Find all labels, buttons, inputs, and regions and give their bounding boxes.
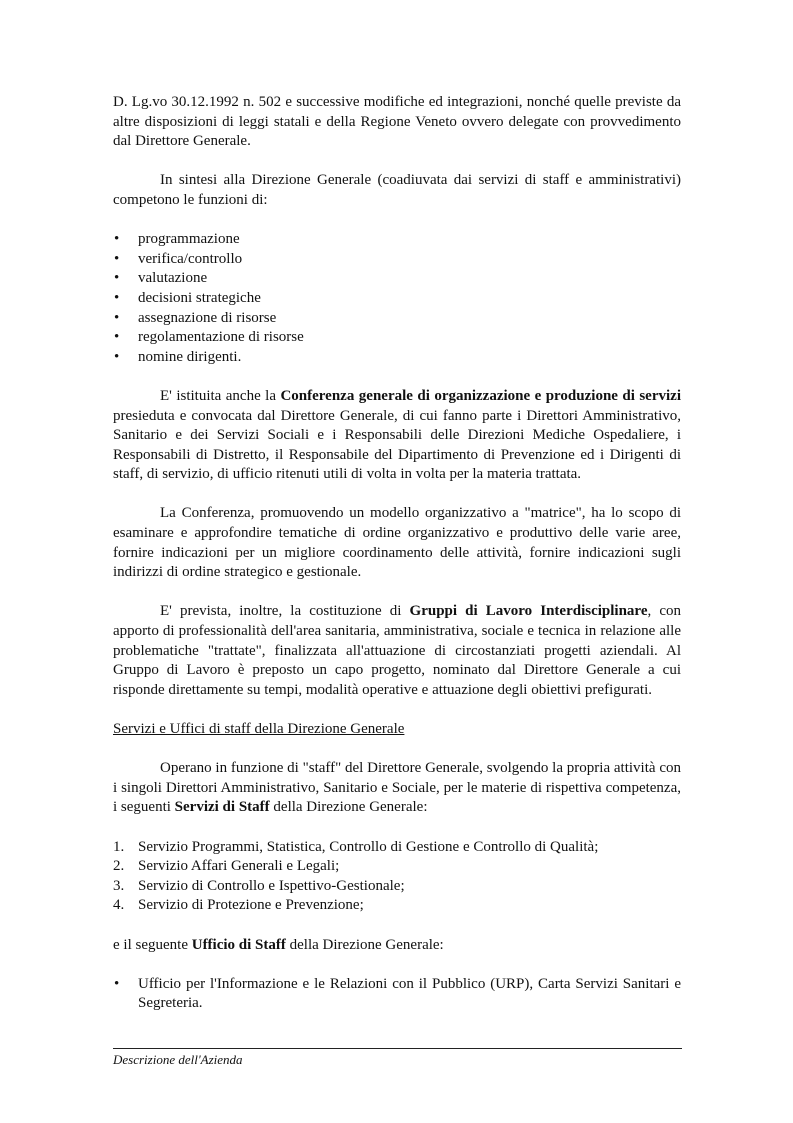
document-body — [113, 93, 681, 1014]
list-item: • verifica/controllo — [113, 250, 681, 270]
paragraph-conferenza: E' istituita anche la Conferenza generale di organizzazione e produzione di servizi presieduta e convocata dal Direttore Generale, di cui fanno parte i Direttori Amministrativo, Sanitario e dei Servizi Sociali e i Responsabili delle Direzioni Mediche Ospedaliere, i Responsabili di Distretto, il Responsabile del Dipartimento di Prevenzione ed i Dirigenti di staff, di servizio, di ufficio ritenuti utili di volta in volta per la materia trattata. — [113, 387, 681, 483]
servizi-staff-term: Servizi di Staff — [174, 799, 270, 816]
offices-list — [113, 975, 681, 1014]
list-item: • Ufficio per l'Informazione e le Relazioni con il Pubblico (URP), Carta Servizi Sanitari e Segreteria. — [113, 975, 681, 1014]
list-item: • decisioni strategiche — [113, 289, 681, 309]
section-heading: Servizi e Uffici di staff della Direzione Generale — [113, 721, 405, 737]
paragraph-staff-services: Operano in funzione di "staff" del Direttore Generale, svolgendo la propria attività con i singoli Direttori Amministrativo, Sanitario e Sociale, per le materie di rispettiva competenza, i seguenti Servizi di Staff della Direzione Generale: — [113, 760, 681, 816]
footer-divider — [113, 1048, 682, 1049]
services-list — [113, 838, 681, 916]
list-item: • valutazione — [113, 269, 681, 289]
paragraph-matrice: La Conferenza, promuovendo un modello organizzativo a "matrice", ha lo scopo di esaminare e approfondire tematiche di ordine organizzativo e produttivo delle varie aree, fornire indicazioni per un migliore coordinamento delle attività, fornire indicazioni sugli indirizzi di ordine strategico e gestionale. — [113, 505, 681, 581]
functions-list — [113, 230, 681, 367]
list-item: 3. Servizio di Controllo e Ispettivo-Gestionale; — [113, 877, 405, 894]
conferenza-term: Conferenza generale di organizzazione e produzione di servizi — [280, 387, 681, 404]
ufficio-staff-term: Ufficio di Staff — [191, 936, 286, 953]
page-footer — [113, 1048, 682, 1068]
paragraph-gruppi: E' prevista, inoltre, la costituzione di Gruppi di Lavoro Interdisciplinare, con apporto di professionalità dell'area sanitaria, amministrativa, sociale e tecnica in relazione alle problematiche "trattate", finalizzata all'attuazione di circostanziati progetti aziendali. Al Gruppo di Lavoro è preposto un capo progetto, nominato dal Direttore Generale a cui risponde direttamente su tempi, modalità operative e attuazione degli obiettivi prefigurati. — [113, 603, 681, 698]
paragraph-functions-intro: In sintesi alla Direzione Generale (coadiuvata dai servizi di staff e amministrativi) competono le funzioni di: — [113, 172, 681, 208]
list-item: • nomine dirigenti. — [113, 348, 681, 368]
list-item: • regolamentazione di risorse — [113, 328, 681, 348]
list-item: 1. Servizio Programmi, Statistica, Controllo di Gestione e Controllo di Qualità; — [113, 838, 599, 855]
list-item: • programmazione — [113, 230, 681, 250]
paragraph-staff-office: e il seguente Ufficio di Staff della Direzione Generale: — [113, 936, 444, 953]
list-item: 4. Servizio di Protezione e Prevenzione; — [113, 897, 364, 914]
footer-text: Descrizione dell'Azienda — [113, 1052, 243, 1067]
list-item: 2. Servizio Affari Generali e Legali; — [113, 858, 340, 875]
gruppi-term: Gruppi di Lavoro Interdisciplinare — [409, 603, 648, 620]
paragraph-intro: D. Lg.vo 30.12.1992 n. 502 e successive modifiche ed integrazioni, nonché quelle previste da altre disposizioni di leggi statali e della Regione Veneto ovvero delegate con provvedimento dal Direttore Generale. — [113, 94, 681, 150]
list-item: • assegnazione di risorse — [113, 309, 681, 329]
